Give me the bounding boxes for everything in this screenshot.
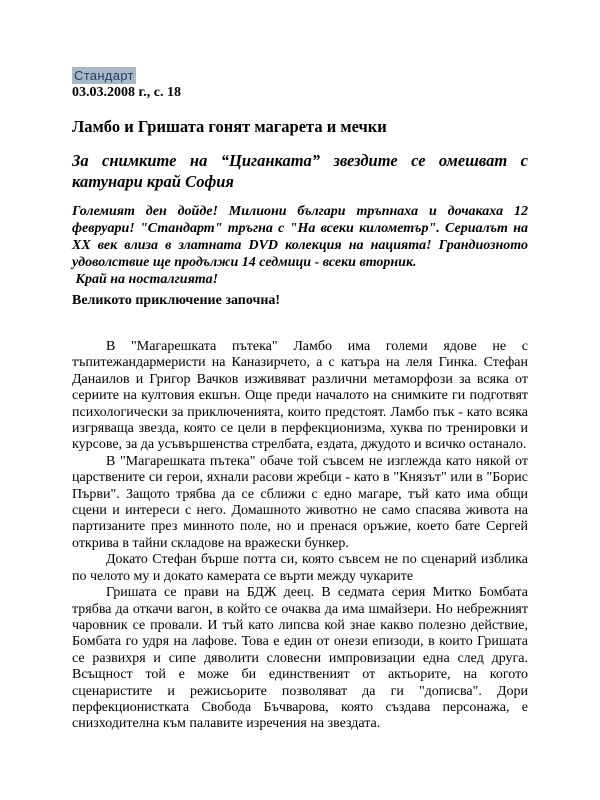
- body-paragraph: Докато Стефан бърше потта си, която съвсем не по сценарий изблика по челото му и докато камерата се върти между чукарите: [72, 552, 528, 584]
- article-title: Ламбо и Гришата гонят магарета и мечки: [72, 117, 387, 136]
- article-lead: [72, 203, 528, 288]
- body-paragraph: Гришата се прави на БДЖ деец. В седмата серия Митко Бомбата трябва да откачи вагон, в който се очаква да има шмайзери. Но небрежният чаровник се провали. И тъй като липсва кой знае какво полезно действие, Бомбата го удря на лафове. Това е един от онези епизоди, в които Гришата се развихря и сипе дяволити словесни импровизации една след друга. Всъщност той е може би единственият от актьорите, на когото сценаристите и режисьорите позволяват да ги "дописва". Дори перфекционистката Свобода Бъчварова, която създава персонажа, е снизходителна към палавите изречения на звездата.: [72, 585, 528, 732]
- article-subtitle: За снимките на “Циганката” звездите се омешват с катунари край София: [72, 151, 528, 191]
- publication-date: 03.03.2008 г., с. 18: [72, 85, 181, 100]
- newspaper-logo: Стандарт: [74, 68, 134, 83]
- section-heading: Великото приключение започна!: [72, 293, 281, 308]
- body-paragraph: В "Магарешката пътека" Ламбо има големи ядове не с тъпитежандармеристи на Каназирчето, а с катъра на леля Гинка. Стефан Данаилов и Григор Вачков изживяват различни метаморфози за всяка от сериите на култовия екшън. Още преди началото на снимките ги подготвят психологически за приключенията, които предстоят. Ламбо пък - като всяка изгряваща звезда, която се цели в перфекционизма, хуква по тренировки и курсове, за да усъвършенства стрелбата, ездата, джудото и всичко останало.: [72, 339, 528, 453]
- lead-closing-line: Край на носталгията!: [72, 272, 219, 287]
- article-body: [72, 339, 528, 733]
- body-paragraph: В "Магарешката пътека" обаче той съвсем не изглежда като някой от царствените си герои, яхнали расови жребци - като в "Князът" или в "Борис Първи". Защото трябва да се сближи с едно магаре, тъй като има общи сцени и интереси с него. Домашното животно не само спасява живота на партизаните през минното поле, но и пренася оръжие, което бате Сергей открива в тайни складове на вражески бункер.: [72, 453, 528, 551]
- lead-paragraph: Големият ден дойде! Милиони българи тръпнаха и дочакаха 12 февруари! "Стандарт" тръгна с "На всеки километър". Сериалът на XX век влиза в златната DVD колекция на нацията! Грандиозното удоволствие ще продължи 14 седмици - всеки вторник.: [72, 204, 528, 270]
